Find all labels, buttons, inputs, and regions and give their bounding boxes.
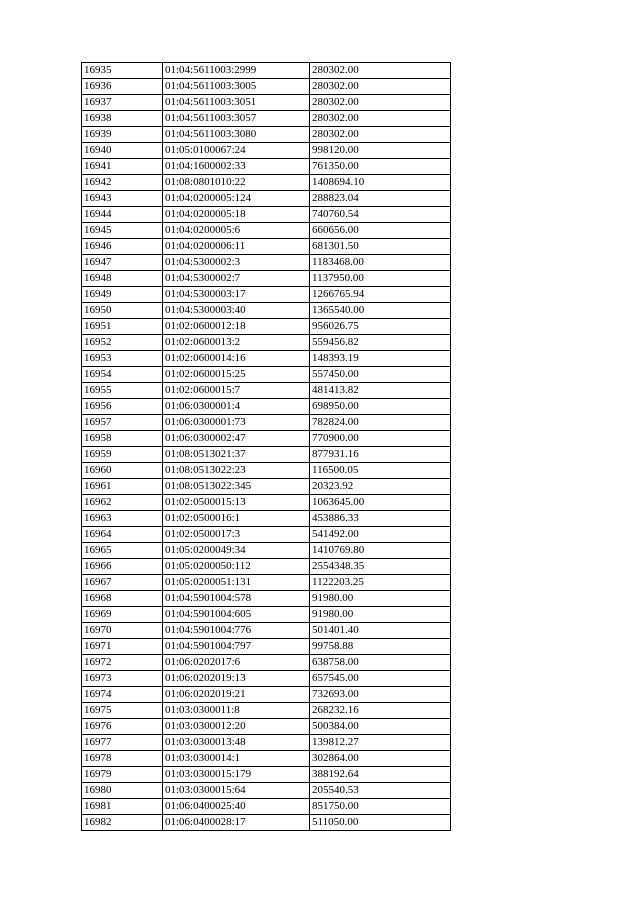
value-cell: 500384.00: [310, 719, 451, 735]
value-cell: 91980.00: [310, 591, 451, 607]
table-row: [82, 479, 451, 495]
cadastral-number-cell: 01:04:5901004:797: [163, 639, 310, 655]
cadastral-number-cell: 01:04:5300003:17: [163, 287, 310, 303]
table-row: [82, 335, 451, 351]
table-row: [82, 495, 451, 511]
table-row: [82, 255, 451, 271]
value-cell: 91980.00: [310, 607, 451, 623]
cadastral-number-cell: 01:06:0202017:6: [163, 655, 310, 671]
value-cell: 481413.82: [310, 383, 451, 399]
row-number-cell: 16938: [82, 111, 163, 127]
row-number-cell: 16960: [82, 463, 163, 479]
value-cell: 148393.19: [310, 351, 451, 367]
value-cell: 1183468.00: [310, 255, 451, 271]
cadastral-number-cell: 01:04:0200006:11: [163, 239, 310, 255]
row-number-cell: 16950: [82, 303, 163, 319]
row-number-cell: 16953: [82, 351, 163, 367]
value-cell: 302864.00: [310, 751, 451, 767]
cadastral-number-cell: 01:08:0513022:345: [163, 479, 310, 495]
table-row: [82, 351, 451, 367]
table-row: [82, 511, 451, 527]
row-number-cell: 16945: [82, 223, 163, 239]
row-number-cell: 16958: [82, 431, 163, 447]
row-number-cell: 16974: [82, 687, 163, 703]
value-cell: 698950.00: [310, 399, 451, 415]
row-number-cell: 16952: [82, 335, 163, 351]
table-row: [82, 767, 451, 783]
table-row: [82, 815, 451, 831]
table-row: [82, 287, 451, 303]
cadastral-number-cell: 01:04:5901004:578: [163, 591, 310, 607]
cadastral-number-cell: 01:04:5300002:7: [163, 271, 310, 287]
table-row: [82, 799, 451, 815]
cadastral-number-cell: 01:04:5611003:3051: [163, 95, 310, 111]
row-number-cell: 16948: [82, 271, 163, 287]
cadastral-number-cell: 01:03:0300015:179: [163, 767, 310, 783]
row-number-cell: 16947: [82, 255, 163, 271]
value-cell: 280302.00: [310, 95, 451, 111]
cadastral-number-cell: 01:02:0600012:18: [163, 319, 310, 335]
cadastral-number-cell: 01:06:0202019:21: [163, 687, 310, 703]
row-number-cell: 16964: [82, 527, 163, 543]
cadastral-number-cell: 01:06:0300001:73: [163, 415, 310, 431]
row-number-cell: 16980: [82, 783, 163, 799]
cadastral-number-cell: 01:08:0801010:22: [163, 175, 310, 191]
table-row: [82, 735, 451, 751]
cadastral-number-cell: 01:05:0200049:34: [163, 543, 310, 559]
row-number-cell: 16941: [82, 159, 163, 175]
table-row: [82, 191, 451, 207]
table-row: [82, 367, 451, 383]
row-number-cell: 16959: [82, 447, 163, 463]
value-cell: 280302.00: [310, 127, 451, 143]
value-cell: 956026.75: [310, 319, 451, 335]
cadastral-number-cell: 01:04:5300002:3: [163, 255, 310, 271]
table-row: [82, 319, 451, 335]
table-row: [82, 543, 451, 559]
cadastral-number-cell: 01:02:0500015:13: [163, 495, 310, 511]
value-cell: 20323.92: [310, 479, 451, 495]
table-row: [82, 159, 451, 175]
row-number-cell: 16975: [82, 703, 163, 719]
table-row: [82, 111, 451, 127]
row-number-cell: 16966: [82, 559, 163, 575]
cadastral-number-cell: 01:03:0300011:8: [163, 703, 310, 719]
table-row: [82, 447, 451, 463]
cadastral-number-cell: 01:04:5611003:3057: [163, 111, 310, 127]
table-row: [82, 79, 451, 95]
cadastral-number-cell: 01:03:0300015:64: [163, 783, 310, 799]
cadastral-number-cell: 01:02:0600014:16: [163, 351, 310, 367]
value-cell: 877931.16: [310, 447, 451, 463]
cadastral-number-cell: 01:03:0300013:48: [163, 735, 310, 751]
row-number-cell: 16982: [82, 815, 163, 831]
row-number-cell: 16968: [82, 591, 163, 607]
row-number-cell: 16956: [82, 399, 163, 415]
cadastral-number-cell: 01:06:0400025:40: [163, 799, 310, 815]
cadastral-number-cell: 01:02:0500016:1: [163, 511, 310, 527]
value-cell: 268232.16: [310, 703, 451, 719]
cadastral-number-cell: 01:05:0200050:112: [163, 559, 310, 575]
cadastral-number-cell: 01:03:0300014:1: [163, 751, 310, 767]
value-cell: 998120.00: [310, 143, 451, 159]
table-row: [82, 591, 451, 607]
cadastral-number-cell: 01:06:0202019:13: [163, 671, 310, 687]
value-cell: 2554348.35: [310, 559, 451, 575]
table-body: [82, 63, 451, 831]
value-cell: 1408694.10: [310, 175, 451, 191]
cadastral-number-cell: 01:04:5611003:2999: [163, 63, 310, 79]
cadastral-number-cell: 01:06:0300002:47: [163, 431, 310, 447]
table-row: [82, 63, 451, 79]
table-row: [82, 143, 451, 159]
row-number-cell: 16981: [82, 799, 163, 815]
value-cell: 1063645.00: [310, 495, 451, 511]
table-row: [82, 415, 451, 431]
table-row: [82, 399, 451, 415]
row-number-cell: 16957: [82, 415, 163, 431]
value-cell: 761350.00: [310, 159, 451, 175]
value-cell: 139812.27: [310, 735, 451, 751]
row-number-cell: 16967: [82, 575, 163, 591]
table-row: [82, 687, 451, 703]
value-cell: 541492.00: [310, 527, 451, 543]
row-number-cell: 16943: [82, 191, 163, 207]
cadastral-number-cell: 01:06:0300001:4: [163, 399, 310, 415]
value-cell: 280302.00: [310, 79, 451, 95]
row-number-cell: 16942: [82, 175, 163, 191]
cadastral-number-cell: 01:04:0200005:18: [163, 207, 310, 223]
cadastral-number-cell: 01:08:0513022:23: [163, 463, 310, 479]
row-number-cell: 16970: [82, 623, 163, 639]
value-cell: 851750.00: [310, 799, 451, 815]
table-row: [82, 175, 451, 191]
cadastral-number-cell: 01:04:5901004:605: [163, 607, 310, 623]
row-number-cell: 16973: [82, 671, 163, 687]
value-cell: 388192.64: [310, 767, 451, 783]
table-row: [82, 655, 451, 671]
table-row: [82, 271, 451, 287]
row-number-cell: 16946: [82, 239, 163, 255]
value-cell: 657545.00: [310, 671, 451, 687]
row-number-cell: 16965: [82, 543, 163, 559]
row-number-cell: 16971: [82, 639, 163, 655]
cadastral-number-cell: 01:04:5611003:3005: [163, 79, 310, 95]
cadastral-number-cell: 01:08:0513021:37: [163, 447, 310, 463]
table-row: [82, 431, 451, 447]
table-row: [82, 527, 451, 543]
table-row: [82, 623, 451, 639]
value-cell: 280302.00: [310, 63, 451, 79]
cadastral-number-cell: 01:02:0600015:25: [163, 367, 310, 383]
row-number-cell: 16962: [82, 495, 163, 511]
value-cell: 1137950.00: [310, 271, 451, 287]
value-cell: 280302.00: [310, 111, 451, 127]
cadastral-number-cell: 01:03:0300012:20: [163, 719, 310, 735]
row-number-cell: 16939: [82, 127, 163, 143]
table-row: [82, 223, 451, 239]
cadastral-number-cell: 01:04:1600002:33: [163, 159, 310, 175]
cadastral-number-cell: 01:04:5611003:3080: [163, 127, 310, 143]
row-number-cell: 16944: [82, 207, 163, 223]
cadastral-number-cell: 01:04:5901004:776: [163, 623, 310, 639]
data-table: [81, 62, 451, 831]
table-row: [82, 703, 451, 719]
value-cell: 1266765.94: [310, 287, 451, 303]
cadastral-number-cell: 01:04:0200005:6: [163, 223, 310, 239]
value-cell: 1122203.25: [310, 575, 451, 591]
table-row: [82, 127, 451, 143]
value-cell: 559456.82: [310, 335, 451, 351]
cadastral-number-cell: 01:04:5300003:40: [163, 303, 310, 319]
value-cell: 740760.54: [310, 207, 451, 223]
table-row: [82, 639, 451, 655]
row-number-cell: 16979: [82, 767, 163, 783]
value-cell: 205540.53: [310, 783, 451, 799]
row-number-cell: 16978: [82, 751, 163, 767]
value-cell: 770900.00: [310, 431, 451, 447]
table-row: [82, 383, 451, 399]
value-cell: 453886.33: [310, 511, 451, 527]
row-number-cell: 16936: [82, 79, 163, 95]
value-cell: 511050.00: [310, 815, 451, 831]
table-row: [82, 303, 451, 319]
table-row: [82, 463, 451, 479]
cadastral-number-cell: 01:02:0500017:3: [163, 527, 310, 543]
row-number-cell: 16951: [82, 319, 163, 335]
table-row: [82, 751, 451, 767]
table-row: [82, 783, 451, 799]
value-cell: 782824.00: [310, 415, 451, 431]
row-number-cell: 16972: [82, 655, 163, 671]
value-cell: 557450.00: [310, 367, 451, 383]
cadastral-number-cell: 01:02:0600015:7: [163, 383, 310, 399]
table-row: [82, 95, 451, 111]
value-cell: 116500.05: [310, 463, 451, 479]
row-number-cell: 16977: [82, 735, 163, 751]
row-number-cell: 16963: [82, 511, 163, 527]
table-row: [82, 719, 451, 735]
value-cell: 501401.40: [310, 623, 451, 639]
table-row: [82, 207, 451, 223]
row-number-cell: 16976: [82, 719, 163, 735]
row-number-cell: 16955: [82, 383, 163, 399]
cadastral-number-cell: 01:05:0200051:131: [163, 575, 310, 591]
row-number-cell: 16969: [82, 607, 163, 623]
value-cell: 1365540.00: [310, 303, 451, 319]
row-number-cell: 16940: [82, 143, 163, 159]
value-cell: 1410769.80: [310, 543, 451, 559]
row-number-cell: 16949: [82, 287, 163, 303]
table-row: [82, 575, 451, 591]
table-row: [82, 559, 451, 575]
row-number-cell: 16937: [82, 95, 163, 111]
value-cell: 681301.50: [310, 239, 451, 255]
row-number-cell: 16935: [82, 63, 163, 79]
value-cell: 638758.00: [310, 655, 451, 671]
row-number-cell: 16954: [82, 367, 163, 383]
row-number-cell: 16961: [82, 479, 163, 495]
cadastral-number-cell: 01:05:0100067:24: [163, 143, 310, 159]
value-cell: 660656.00: [310, 223, 451, 239]
cadastral-number-cell: 01:06:0400028:17: [163, 815, 310, 831]
table-row: [82, 671, 451, 687]
cadastral-number-cell: 01:04:0200005:124: [163, 191, 310, 207]
cadastral-number-cell: 01:02:0600013:2: [163, 335, 310, 351]
value-cell: 288823.04: [310, 191, 451, 207]
value-cell: 99758.88: [310, 639, 451, 655]
table-row: [82, 239, 451, 255]
value-cell: 732693.00: [310, 687, 451, 703]
table-row: [82, 607, 451, 623]
